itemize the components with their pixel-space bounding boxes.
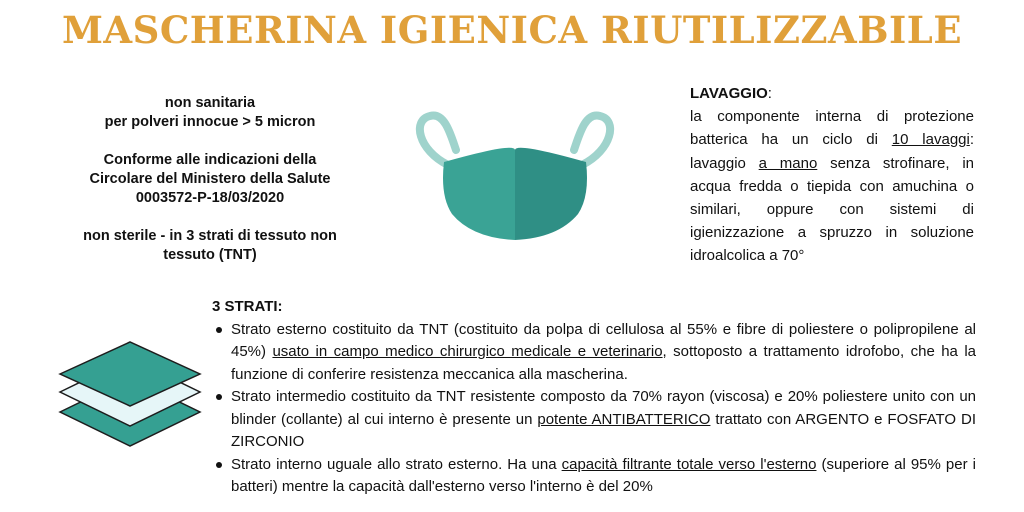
info-line: non sanitaria xyxy=(164,95,256,111)
info-line: non sterile - in 3 strati di tessuto non xyxy=(83,228,337,244)
washing-section: LAVAGGIO: la componente interna di protezione batterica ha un ciclo di 10 lavaggi: lavaggio a mano senza strofinare, in acqua fredda o tiepida con amuchina o similari, oppure con sistemi di igienizzazione a spruzzo in soluzione idroalcolica a 70° xyxy=(690,82,974,268)
washing-line: la componente interna di protezione xyxy=(690,108,974,126)
washing-line: batterica ha un ciclo di 10 lavaggi: xyxy=(690,131,975,149)
underlined-text: usato in campo medico chirurgico medicale e veterinario xyxy=(272,343,663,360)
page-title: MASCHERINA IGIENICA RIUTILIZZABILE xyxy=(61,8,963,52)
info-nonsanitaria xyxy=(60,94,360,132)
layers-list xyxy=(212,319,976,499)
face-mask-icon xyxy=(410,110,620,245)
layers-heading: 3 STRATI: xyxy=(212,298,283,315)
washing-line: idroalcolica a 70° xyxy=(690,247,805,265)
washing-heading: LAVAGGIO xyxy=(690,85,768,102)
underlined-text: potente ANTIBATTERICO xyxy=(537,410,711,428)
layers-icon xyxy=(55,340,205,450)
info-conforme xyxy=(60,151,360,208)
info-line: Circolare del Ministero della Salute xyxy=(89,171,331,187)
info-line: Conforme alle indicazioni della xyxy=(103,152,317,168)
info-line: 0003572-P-18/03/2020 xyxy=(135,190,285,206)
washing-method: a mano xyxy=(758,154,818,172)
washing-line: igienizzazione a spruzzo in soluzione xyxy=(690,224,974,242)
list-item: Strato interno uguale allo strato esterno. Ha una capacità filtrante totale verso l'esterno (superiore al 95% per i batteri) mentre la capacità dall'esterno verso l'interno è del 20% xyxy=(212,454,976,499)
info-nonsterile xyxy=(60,227,360,265)
washing-cycles: 10 lavaggi xyxy=(891,131,970,149)
product-info xyxy=(60,94,360,284)
layers-section xyxy=(212,296,976,499)
info-line: per polveri innocue > 5 micron xyxy=(104,114,316,130)
underlined-text: capacità filtrante totale verso l'esterno xyxy=(561,455,817,473)
list-item: Strato intermedio costituito da TNT resistente composto da 70% rayon (viscosa) e 20% poliestere unito con un blinder (collante) al cui interno è presente un potente ANTIBATTERICO trattato con ARGENTO e FOSFATO DI ZIRCONIO xyxy=(212,386,976,454)
info-line: tessuto (TNT) xyxy=(163,247,257,263)
washing-line: lavaggio a mano senza strofinare, in xyxy=(690,154,974,172)
list-item: Strato esterno costituito da TNT (costituito da polpa di cellulosa al 55% e fibre di poliestere o polipropilene al 45%) usato in campo medico chirurgico medicale e veterinario, sottoposto a trattamento idrofobo, che ha la funzione di conferire resistenza meccanica alla mascherina. xyxy=(212,319,976,387)
washing-line: similari, oppure con sistemi di xyxy=(690,201,974,219)
washing-line: acqua fredda o tiepida con amuchina o xyxy=(690,177,974,195)
